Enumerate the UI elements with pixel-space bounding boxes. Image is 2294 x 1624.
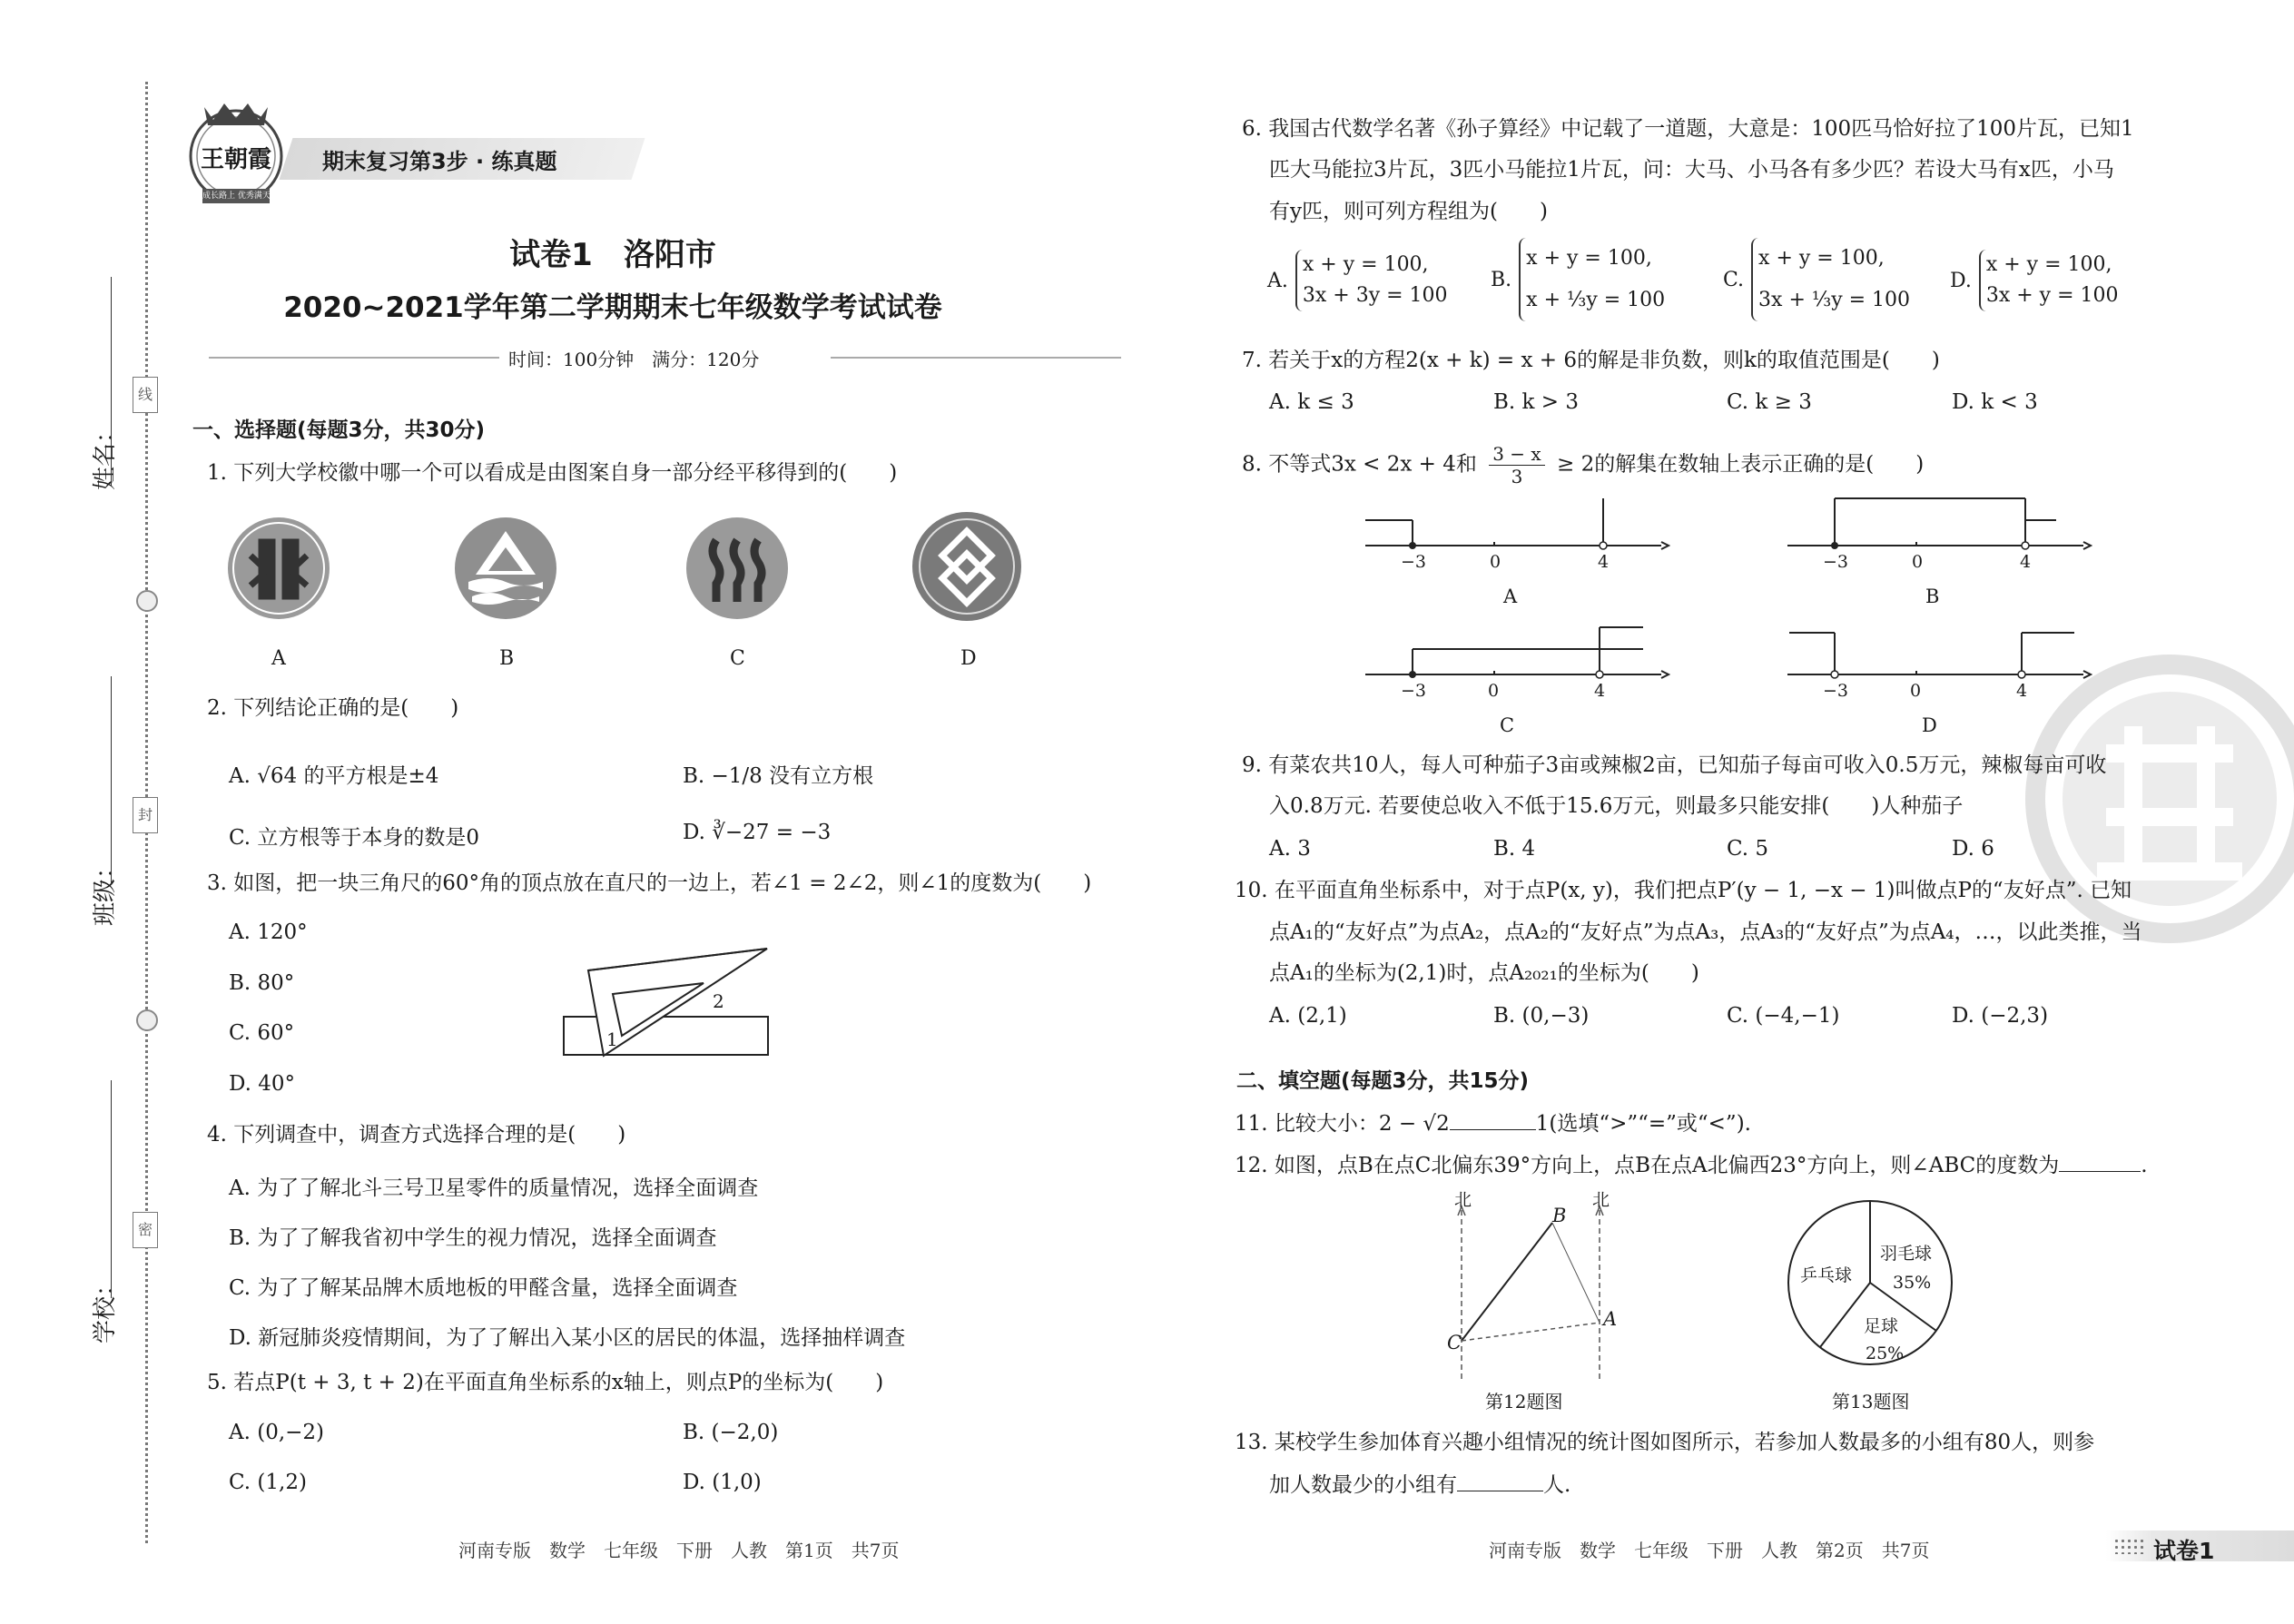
option-label: D: [1922, 714, 1937, 736]
option-d[interactable]: D. k < 3: [1952, 390, 2038, 414]
option-c[interactable]: C. 60°: [229, 1021, 295, 1045]
fraction-denominator: 3: [1511, 466, 1523, 487]
mountain-emblem-icon: [452, 515, 559, 622]
option-a[interactable]: A. 3: [1269, 837, 1311, 861]
question-9-line-1: 9. 有菜农共10人，每人可种茄子3亩或辣椒2亩，已知茄子每亩可收入0.5万元，辣椒每亩可收: [1242, 753, 2107, 777]
tick-label: −3: [1401, 552, 1427, 572]
option-b[interactable]: B. k > 3: [1493, 390, 1579, 414]
option-label: D.: [1950, 269, 1972, 292]
emblem-b[interactable]: [452, 515, 559, 625]
tick-label: 0: [1490, 552, 1501, 572]
option-c[interactable]: C. (−4,−1): [1727, 1004, 1840, 1028]
option-d[interactable]: D. 新冠肺炎疫情期间，为了了解出入某小区的居民的体温，选择抽样调查: [229, 1326, 906, 1350]
number-line-b[interactable]: [1784, 495, 2092, 607]
question-9-line-2: 入0.8万元. 若要使总收入不低于15.6万元，则最多只能安排( )人种茄子: [1269, 794, 1964, 818]
question-13-line-2: [1269, 1471, 1570, 1499]
question-7: 7. 若关于x的方程2(x + k) = x + 6的解是非负数，则k的取值范围是( ): [1242, 349, 1940, 372]
emblem-d[interactable]: [911, 510, 1024, 627]
page-tag-dots: [2113, 1538, 2146, 1554]
question-5: 5. 若点P(t + 3, t + 2)在平面直角坐标系的x轴上，则点P的坐标为( ): [207, 1371, 884, 1394]
step-banner-text: 期末复习第3步 · 练真题: [322, 149, 557, 174]
label-b: B: [499, 647, 515, 670]
stem-text: 11. 比较大小：2 − √2: [1235, 1112, 1450, 1136]
tick-label: −3: [1823, 552, 1849, 572]
question-2: 2. 下列结论正确的是( ): [207, 696, 459, 720]
equation-2: 3x + y = 100: [1985, 284, 2119, 307]
number-line-d[interactable]: [1784, 624, 2092, 736]
fraction-numerator: 3 − x: [1489, 443, 1544, 466]
stem-text: 加人数最少的小组有: [1269, 1473, 1457, 1497]
tick-label: 4: [2016, 681, 2028, 701]
option-b[interactable]: B. 80°: [229, 971, 295, 995]
question-4: 4. 下列调查中，调查方式选择合理的是( ): [207, 1123, 626, 1147]
emblem-a[interactable]: [225, 515, 332, 625]
tick-label: 0: [1488, 681, 1500, 701]
wave-emblem-icon: [684, 515, 791, 622]
angle-2-label: 2: [713, 990, 724, 1012]
question-1: 1. 下列大学校徽中哪一个可以看成是由图案自身一部分经平移得到的( ): [207, 461, 898, 485]
option-a[interactable]: [1267, 250, 1448, 311]
equation-1: x + y = 100,: [1526, 247, 1652, 270]
university-emblem-icon: [225, 515, 332, 622]
emblem-c[interactable]: [684, 515, 791, 625]
pie-value: 25%: [1866, 1343, 1905, 1363]
option-d[interactable]: [1950, 250, 2119, 311]
question-12: 12. 如图，点B在点C北偏东39°方向上，点B在点A北偏西23°方向上，则∠ABC的度数为 .: [1235, 1151, 2148, 1179]
option-label: C.: [1723, 268, 1745, 291]
option-label: B: [1925, 586, 1940, 607]
triangle-ruler-icon: [558, 940, 776, 1058]
class-field-line[interactable]: [111, 676, 112, 885]
figure-13: [1784, 1196, 1956, 1373]
equation-2: 3x + ⅓y = 100: [1758, 289, 1911, 311]
option-a[interactable]: A. k ≤ 3: [1269, 390, 1354, 414]
option-d[interactable]: D. (−2,3): [1952, 1004, 2049, 1028]
option-d[interactable]: D. 40°: [229, 1072, 296, 1096]
option-c[interactable]: C. 立方根等于本身的数是0: [229, 826, 480, 850]
option-a[interactable]: A. (0,−2): [229, 1421, 325, 1444]
question-3: 3. 如图，把一块三角尺的60°角的顶点放在直尺的一边上，若∠1 = 2∠2，则∠1的度数为( ): [207, 871, 1092, 895]
brand-name: 王朝霞: [200, 146, 271, 173]
option-b[interactable]: B. 4: [1493, 837, 1536, 861]
option-label: B.: [1491, 268, 1512, 291]
brand-motto: 成长路上 优秀满天: [202, 192, 271, 201]
paper-title: 试卷1 洛阳市: [509, 237, 716, 273]
figure-12-caption: 第12题图: [1485, 1391, 1563, 1412]
name-label: 姓名：: [92, 418, 119, 490]
ornament-icon: [136, 1009, 158, 1031]
option-label: A: [1503, 586, 1518, 607]
stem-text: 人.: [1543, 1473, 1571, 1497]
angle-1-label: 1: [606, 1029, 618, 1050]
divider: [209, 357, 499, 359]
label-c: C: [730, 647, 745, 670]
option-label: A.: [1267, 269, 1288, 292]
seal-mark-3: 密: [133, 1212, 158, 1248]
direction-diagram-icon: [1434, 1194, 1616, 1384]
question-10-line-2: 点A₁的“友好点”为点A₂，点A₂的“友好点”为点A₃，点A₃的“友好点”为点A₄，…，以此类推，当: [1269, 920, 2142, 944]
answer-blank[interactable]: [1450, 1109, 1536, 1130]
option-b[interactable]: B. −1/8 没有立方根: [683, 764, 874, 788]
option-b[interactable]: [1491, 238, 1665, 321]
option-b[interactable]: B. 为了了解我省初中学生的视力情况，选择全面调查: [229, 1226, 717, 1250]
equation-1: x + y = 100,: [1985, 253, 2112, 276]
pie-value: 35%: [1893, 1273, 1932, 1293]
option-a[interactable]: A. 为了了解北斗三号卫星零件的质量情况，选择全面调查: [229, 1176, 759, 1200]
question-6-line-1: 6. 我国古代数学名著《孙子算经》中记载了一道题，大意是：100匹马恰好拉了100片瓦，已知1: [1242, 117, 2134, 141]
figure-13-caption: 第13题图: [1832, 1391, 1910, 1412]
triangle-ruler-figure: [558, 940, 776, 1061]
label-a: A: [271, 647, 286, 670]
school-label: 学校：: [92, 1272, 119, 1343]
option-c[interactable]: C. 为了了解某品牌木质地板的甲醛含量，选择全面调查: [229, 1276, 738, 1300]
equation-1: x + y = 100,: [1758, 247, 1885, 270]
label-d: D: [960, 647, 977, 670]
page-tag: [2106, 1530, 2294, 1564]
class-label: 班级：: [92, 854, 119, 926]
option-c[interactable]: C. k ≥ 3: [1727, 390, 1812, 414]
ornament-icon: [136, 590, 158, 612]
question-10-line-3: 点A₁的坐标为(2,1)时，点A₂₀₂₁的坐标为( ): [1269, 961, 1699, 985]
option-a[interactable]: A. 120°: [229, 920, 308, 944]
exam-meta: 时间：100分钟 满分：120分: [508, 349, 760, 370]
section-title: 二、填空题(每题3分，共15分): [1236, 1069, 1530, 1093]
number-line-a[interactable]: [1362, 495, 1670, 607]
equation-2: x + ⅓y = 100: [1526, 289, 1666, 311]
option-c[interactable]: C. 5: [1727, 837, 1769, 861]
seal-mark-2: 封: [133, 797, 158, 833]
pie-label: 羽毛球: [1880, 1244, 1933, 1264]
section-title: 一、选择题(每题3分，共30分): [192, 418, 486, 442]
option-d[interactable]: D. ∛−27 = −3: [683, 821, 832, 844]
point-a-label: A: [1603, 1308, 1618, 1330]
paper-subtitle: 2020~2021学年第二学期期末七年级数学考试试卷: [283, 291, 942, 324]
tick-label: −3: [1823, 681, 1849, 701]
question-10-line-1: 10. 在平面直角坐标系中，对于点P(x, y)，我们把点P′(y − 1, −x − 1)叫做点P的“友好点”. 已知: [1235, 879, 2132, 902]
question-6-line-2: 匹大马能拉3片瓦，3匹小马能拉1片瓦，问：大马、小马各有多少匹？若设大马有x匹，小马: [1269, 158, 2114, 182]
answer-blank[interactable]: [2059, 1151, 2141, 1172]
question-11: [1235, 1109, 1751, 1137]
question-8: [1242, 443, 1924, 487]
option-c[interactable]: [1723, 238, 1910, 321]
question-6-line-3: 有y匹，则可列方程组为( ): [1269, 200, 1548, 223]
option-d[interactable]: D. 6: [1952, 837, 1994, 861]
fraction: [1489, 443, 1544, 487]
tick-label: −3: [1401, 681, 1427, 701]
question-13-line-1: 13. 某校学生参加体育兴趣小组情况的统计图如图所示，若参加人数最多的小组有80人，则参: [1235, 1431, 2095, 1454]
stem-text: 12. 如图，点B在点C北偏东39°方向上，点B在点A北偏西23°方向上，则∠ABC的度数为: [1235, 1154, 2060, 1177]
north-label: 北: [1454, 1190, 1472, 1210]
option-c[interactable]: C. (1,2): [229, 1471, 307, 1494]
footer-left: 河南专版 数学 七年级 下册 人教 第1页 共7页: [458, 1540, 900, 1561]
page-tag-label: 试卷1: [2153, 1538, 2215, 1564]
tick-label: 4: [1598, 552, 1610, 572]
divider: [831, 357, 1121, 359]
tick-label: 0: [1912, 552, 1924, 572]
point-b-label: B: [1552, 1205, 1567, 1226]
option-a[interactable]: A. (2,1): [1269, 1004, 1347, 1028]
option-label: C: [1500, 714, 1515, 736]
answer-blank[interactable]: [1457, 1471, 1543, 1491]
school-field-line[interactable]: [111, 1080, 112, 1298]
tick-label: 4: [1594, 681, 1606, 701]
footer-right: 河南专版 数学 七年级 下册 人教 第2页 共7页: [1489, 1540, 1930, 1561]
option-a[interactable]: A. √64 的平方根是±4: [229, 764, 439, 788]
equation-1: x + y = 100,: [1302, 253, 1429, 276]
stem-text: ≥ 2的解集在数轴上表示正确的是( ): [1557, 452, 1925, 477]
north-label: 北: [1592, 1190, 1610, 1210]
number-line-c[interactable]: [1362, 624, 1670, 736]
stem-text: 1(选填“>”“=”或“<”).: [1535, 1112, 1751, 1136]
option-b[interactable]: B. (0,−3): [1493, 1004, 1590, 1028]
brand-logo: [177, 91, 295, 209]
pie-label: 足球: [1864, 1316, 1899, 1336]
seal-mark-1: 线: [133, 377, 158, 413]
option-d[interactable]: D. (1,0): [683, 1471, 762, 1494]
point-c-label: C: [1447, 1332, 1462, 1353]
stem-text: 8. 不等式3x < 2x + 4和: [1242, 452, 1477, 477]
knot-emblem-icon: [911, 510, 1024, 624]
pie-label: 乒乓球: [1800, 1265, 1853, 1285]
tick-label: 4: [2020, 552, 2032, 572]
equation-2: 3x + 3y = 100: [1302, 284, 1448, 307]
option-b[interactable]: B. (−2,0): [683, 1421, 779, 1444]
tick-label: 0: [1910, 681, 1922, 701]
figure-12: [1434, 1190, 1618, 1388]
